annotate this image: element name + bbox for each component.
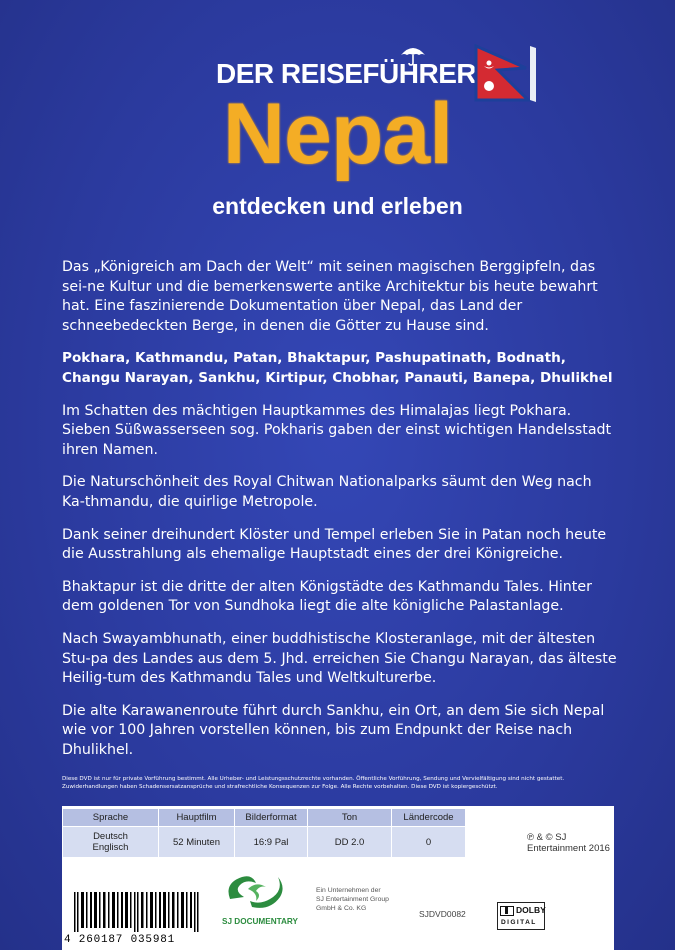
legal-line: Zuwiderhandlungen haben Schadensersatzansprüche und strafrechtliche Konsequenzen zur Folge. Alle Rechte vorbehalten. Diese DVD ist kopiergeschützt. xyxy=(62,784,498,790)
dolby-name: DOLBY xyxy=(516,905,546,915)
language-german: Deutsch xyxy=(93,831,128,842)
spec-value-row xyxy=(63,827,466,858)
company-line: SJ Entertainment Group xyxy=(316,896,389,903)
umbrella-icon xyxy=(400,44,426,66)
spec-duration: 52 Minuten xyxy=(159,827,235,858)
places-list: Pokhara, Kathmandu, Patan, Bhaktapur, Pashupatinath, Bodnath, Changu Narayan, Sankhu, Kirtipur, Chobhar, Panauti, Banepa, Dhulikhel xyxy=(62,350,613,386)
paragraph-patan: Dank seiner dreihundert Klöster und Tempel erleben Sie in Patan noch heute die Ausstrahlung als ehemalige Hauptstadt eines der drei Königreiche. xyxy=(62,526,607,563)
paragraph-chitwan: Die Naturschönheit des Royal Chitwan Nationalparks säumt den Weg nach Ka-thmandu, die quirlige Metropole. xyxy=(62,474,592,510)
technical-info-box xyxy=(62,806,614,950)
legal-line: Diese DVD ist nur für private Vorführung bestimmt. Alle Urheber- und Leistungsschutzrechte vorhanden. Öffentliche Vorführung, Sendung und Vervielfältigung sind nicht gestattet. xyxy=(62,776,565,782)
dolby-sub: DIGITAL xyxy=(501,919,537,926)
dolby-digital-logo xyxy=(497,902,545,930)
barcode xyxy=(62,892,212,932)
spec-header: Ländercode xyxy=(392,809,466,827)
dolby-icon xyxy=(500,906,514,916)
page-title: Nepal xyxy=(222,86,453,182)
paragraph-swayambhunath: Nach Swayambhunath, einer buddhistische Klosteranlage, mit der ältesten Stu-pa des Landes aus dem 5. Jhd. erreichen Sie Changu Narayan, das älteste Heilig-tum des Kathmandu Tales und Weltkulturerbe. xyxy=(62,630,617,687)
spec-header: Bilderformat xyxy=(235,809,308,827)
barcode-number: 4 260187 035981 xyxy=(64,934,176,946)
description xyxy=(62,258,617,773)
spec-language xyxy=(63,827,159,858)
spec-sound: DD 2.0 xyxy=(308,827,392,858)
spec-table xyxy=(62,808,466,858)
spec-header: Sprache xyxy=(63,809,159,827)
product-code: SJDVD0082 xyxy=(419,909,466,919)
paragraph-pokhara: Im Schatten des mächtigen Hauptkammes des Himalajas liegt Pokhara. Sieben Süßwasserseen sog. Pokharis gaben der einst wichtigen Handelsstadt ihren Namen. xyxy=(62,402,612,458)
paragraph-sankhu: Die alte Karawanenroute führt durch Sankhu, ein Ort, an dem Sie sich Nepal wie vor 100 Jahren vorstellen können, bis zum Endpunkt der Reise nach Dhulikhel. xyxy=(62,702,605,758)
paragraph-bhaktapur: Bhaktapur ist die dritte der alten Königstädte des Kathmandu Tales. Hinter dem goldenen Tor von Sundhoka liegt die alte königliche Palastanlage. xyxy=(62,578,592,615)
company-info xyxy=(316,886,389,913)
sj-documentary-logo-icon xyxy=(222,869,292,915)
brand-name: DER REISEFÜHRER xyxy=(216,58,477,89)
spec-header-row xyxy=(63,809,466,827)
spec-header: Ton xyxy=(308,809,392,827)
language-english: Englisch xyxy=(92,842,129,853)
company-line: Ein Unternehmen der xyxy=(316,887,381,894)
spec-region: 0 xyxy=(392,827,466,858)
spec-header: Hauptfilm xyxy=(159,809,235,827)
logo-label: SJ DOCUMENTARY xyxy=(222,917,298,926)
company-line: GmbH & Co. KG xyxy=(316,905,367,912)
spec-format: 16:9 Pal xyxy=(235,827,308,858)
page-subtitle: entdecken und erleben xyxy=(212,193,463,219)
intro-paragraph: Das „Königreich am Dach der Welt“ mit seinen magischen Berggipfeln, das sei-ne Kultur und die bemerkenswerte antike Architektur bis heute bewahrt hat. Eine faszinierende Dokumentation über Nepal, das Land der schneebedeckten Berge, in denen die Götter zu Hause sind. xyxy=(62,259,598,334)
legal-notice xyxy=(62,775,622,791)
copyright-notice: ℗ & © SJ Entertainment 2016 xyxy=(527,832,610,854)
